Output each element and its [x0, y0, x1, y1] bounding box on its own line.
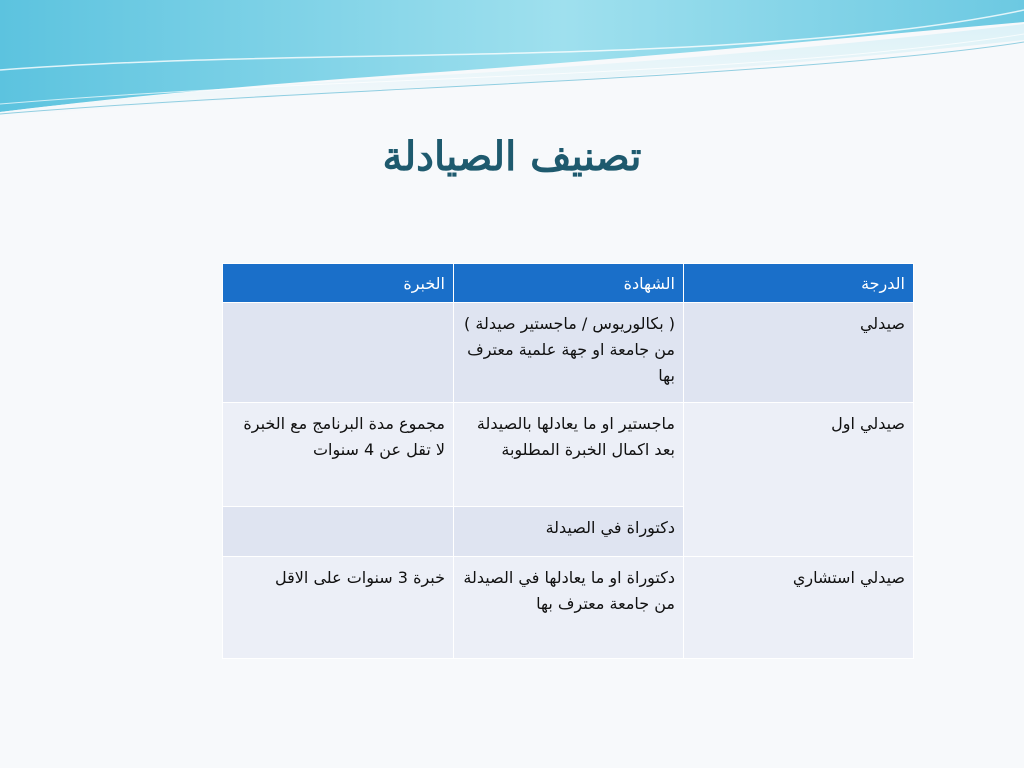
cell-certificate: دكتوراة في الصيدلة — [454, 507, 684, 557]
cell-grade: صيدلي استشاري — [684, 557, 914, 659]
table-row — [223, 403, 914, 507]
header-experience: الخبرة — [223, 264, 454, 303]
pharmacist-classification-table — [222, 263, 914, 659]
slide-title: تصنيف الصيادلة — [382, 133, 642, 180]
cell-experience: مجموع مدة البرنامج مع الخبرة لا تقل عن 4 سنوات — [223, 403, 454, 507]
cell-certificate: ( بكالوريوس / ماجستير صيدلة ) من جامعة او جهة علمية معترف بها — [454, 303, 684, 403]
table-row — [223, 557, 914, 659]
header-certificate: الشهادة — [454, 264, 684, 303]
cell-grade: صيدلي — [684, 303, 914, 403]
cell-experience — [223, 303, 454, 403]
cell-experience: خبرة 3 سنوات على الاقل — [223, 557, 454, 659]
cell-certificate: ماجستير او ما يعادلها بالصيدلة بعد اكمال الخبرة المطلوبة — [454, 403, 684, 507]
table-row — [223, 303, 914, 403]
decorative-wave-banner — [0, 0, 1024, 130]
cell-experience — [223, 507, 454, 557]
cell-certificate: دكتوراة او ما يعادلها في الصيدلة من جامعة معترف بها — [454, 557, 684, 659]
table-header-row — [223, 264, 914, 303]
header-grade: الدرجة — [684, 264, 914, 303]
cell-grade: صيدلي اول — [684, 403, 914, 557]
